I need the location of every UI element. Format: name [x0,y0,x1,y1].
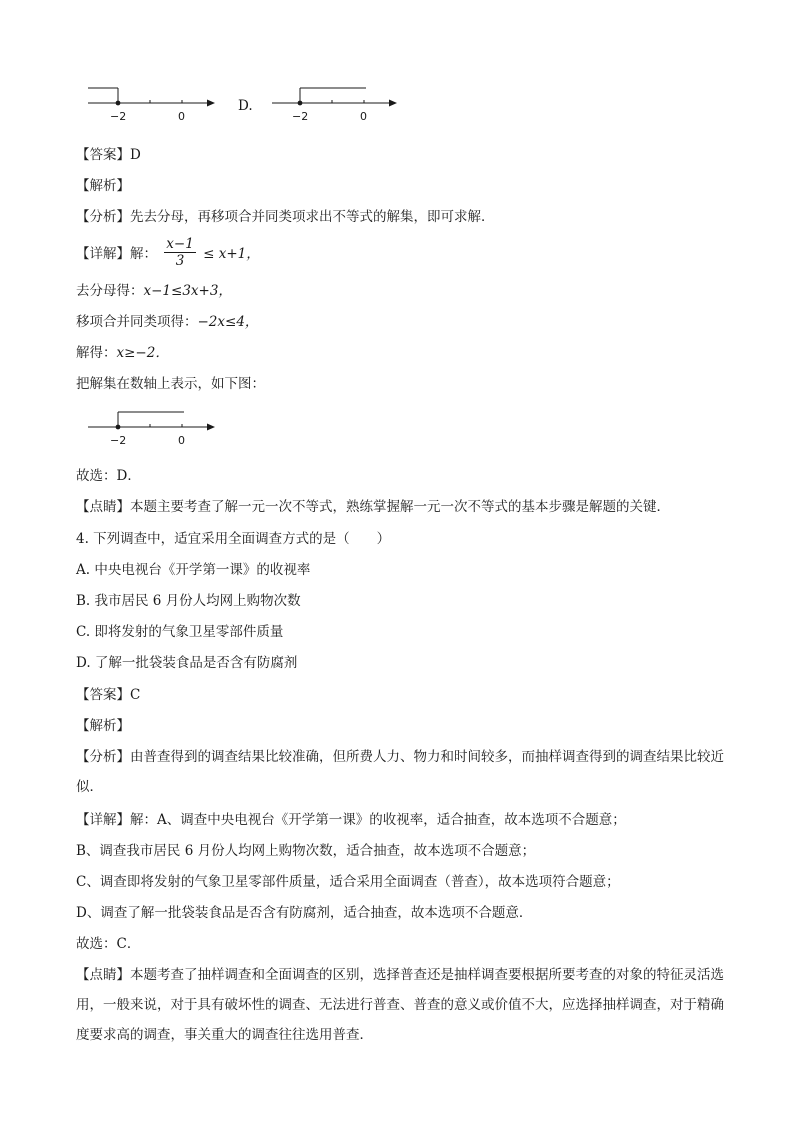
step-expression: x≥−2． [116,345,169,361]
fraction-numerator: x−1 [166,236,194,252]
step-label: 解得： [76,345,117,361]
q4-detail-d: D、调查了解一批袋装食品是否含有防腐剂，适合抽查，故本选项不合题意． [76,905,533,921]
q4-answer: 【答案】C [76,687,141,703]
step-label: 去分母得： [76,283,144,299]
q3-comment: 【点睛】本题主要考查了解一元一次不等式，熟练掌握解一元一次不等式的基本步骤是解题的关键． [76,499,670,515]
q3-detail-rest: ≤ x+1， [203,246,260,262]
step-expression: x−1≤3x+3， [143,283,232,299]
tick-label: 0 [178,110,185,123]
q3-detail-prefix: 【详解】解： [76,246,157,262]
q3-answer: 【答案】D [76,147,141,163]
q4-analysis: 【分析】由普查得到的调查结果比较准确，但所费人力、物力和时间较多，而抽样调查得到的调查结果比较近似． [76,749,724,795]
option-d-label: D. [238,98,253,114]
step-expression: −2x≤4， [197,314,259,330]
q4-option-b: B. 我市居民 6 月份人均网上购物次数 [76,593,301,609]
number-line-option-d [266,82,406,126]
number-line-solution [82,406,222,450]
q4-option-a: A. 中央电视台《开学第一课》的收视率 [76,562,311,578]
fraction [164,236,196,269]
q3-analysis-heading: 【解析】 [76,178,130,194]
q4-conclusion: 故选：C． [76,936,141,952]
q4-analysis-heading: 【解析】 [76,718,130,734]
q4-question: 4. 下列调查中，适宜采用全面调查方式的是（ ） [76,531,391,547]
fraction-denominator: 3 [175,253,185,269]
q4-detail-c: C、调查即将发射的气象卫星零部件质量，适合采用全面调查（普查），故本选项符合题意； [76,874,620,890]
q4-option-d: D. 了解一批袋装食品是否含有防腐剂 [76,655,298,671]
q3-conclusion: 故选：D． [76,468,141,484]
number-line-top-left [82,82,222,126]
tick-label: −2 [110,110,127,123]
tick-label: −2 [292,110,309,123]
q3-detail [76,234,260,274]
step-label: 移项合并同类项得： [76,314,198,330]
q4-option-c: C. 即将发射的气象卫星零部件质量 [76,624,284,640]
q4-comment: 【点睛】本题考查了抽样调查和全面调查的区别，选择普查还是抽样调查要根据所要考查的对象的特征灵活选用，一般来说，对于具有破坏性的调查、无法进行普查、普查的意义或价值不大，应选择抽样调查，对于精确度要求高的调查，事关重大的调查往往选用普查． [76,967,724,1043]
q3-analysis: 【分析】先去分母，再移项合并同类项求出不等式的解集，即可求解． [76,209,495,225]
q4-detail-b: B、调查我市居民 6 月份人均网上购物次数，适合抽查，故本选项不合题意； [76,843,536,859]
tick-label: 0 [360,110,367,123]
q3-step-3 [76,344,169,362]
q3-step-1 [76,282,232,300]
q4-detail-a: 【详解】解：A、调查中央电视台《开学第一课》的收视率，适合抽查，故本选项不合题意； [76,812,626,828]
tick-label: 0 [178,434,185,447]
tick-label: −2 [110,434,127,447]
q3-step-2 [76,313,258,331]
q3-number-line-intro: 把解集在数轴上表示，如下图： [76,376,265,392]
